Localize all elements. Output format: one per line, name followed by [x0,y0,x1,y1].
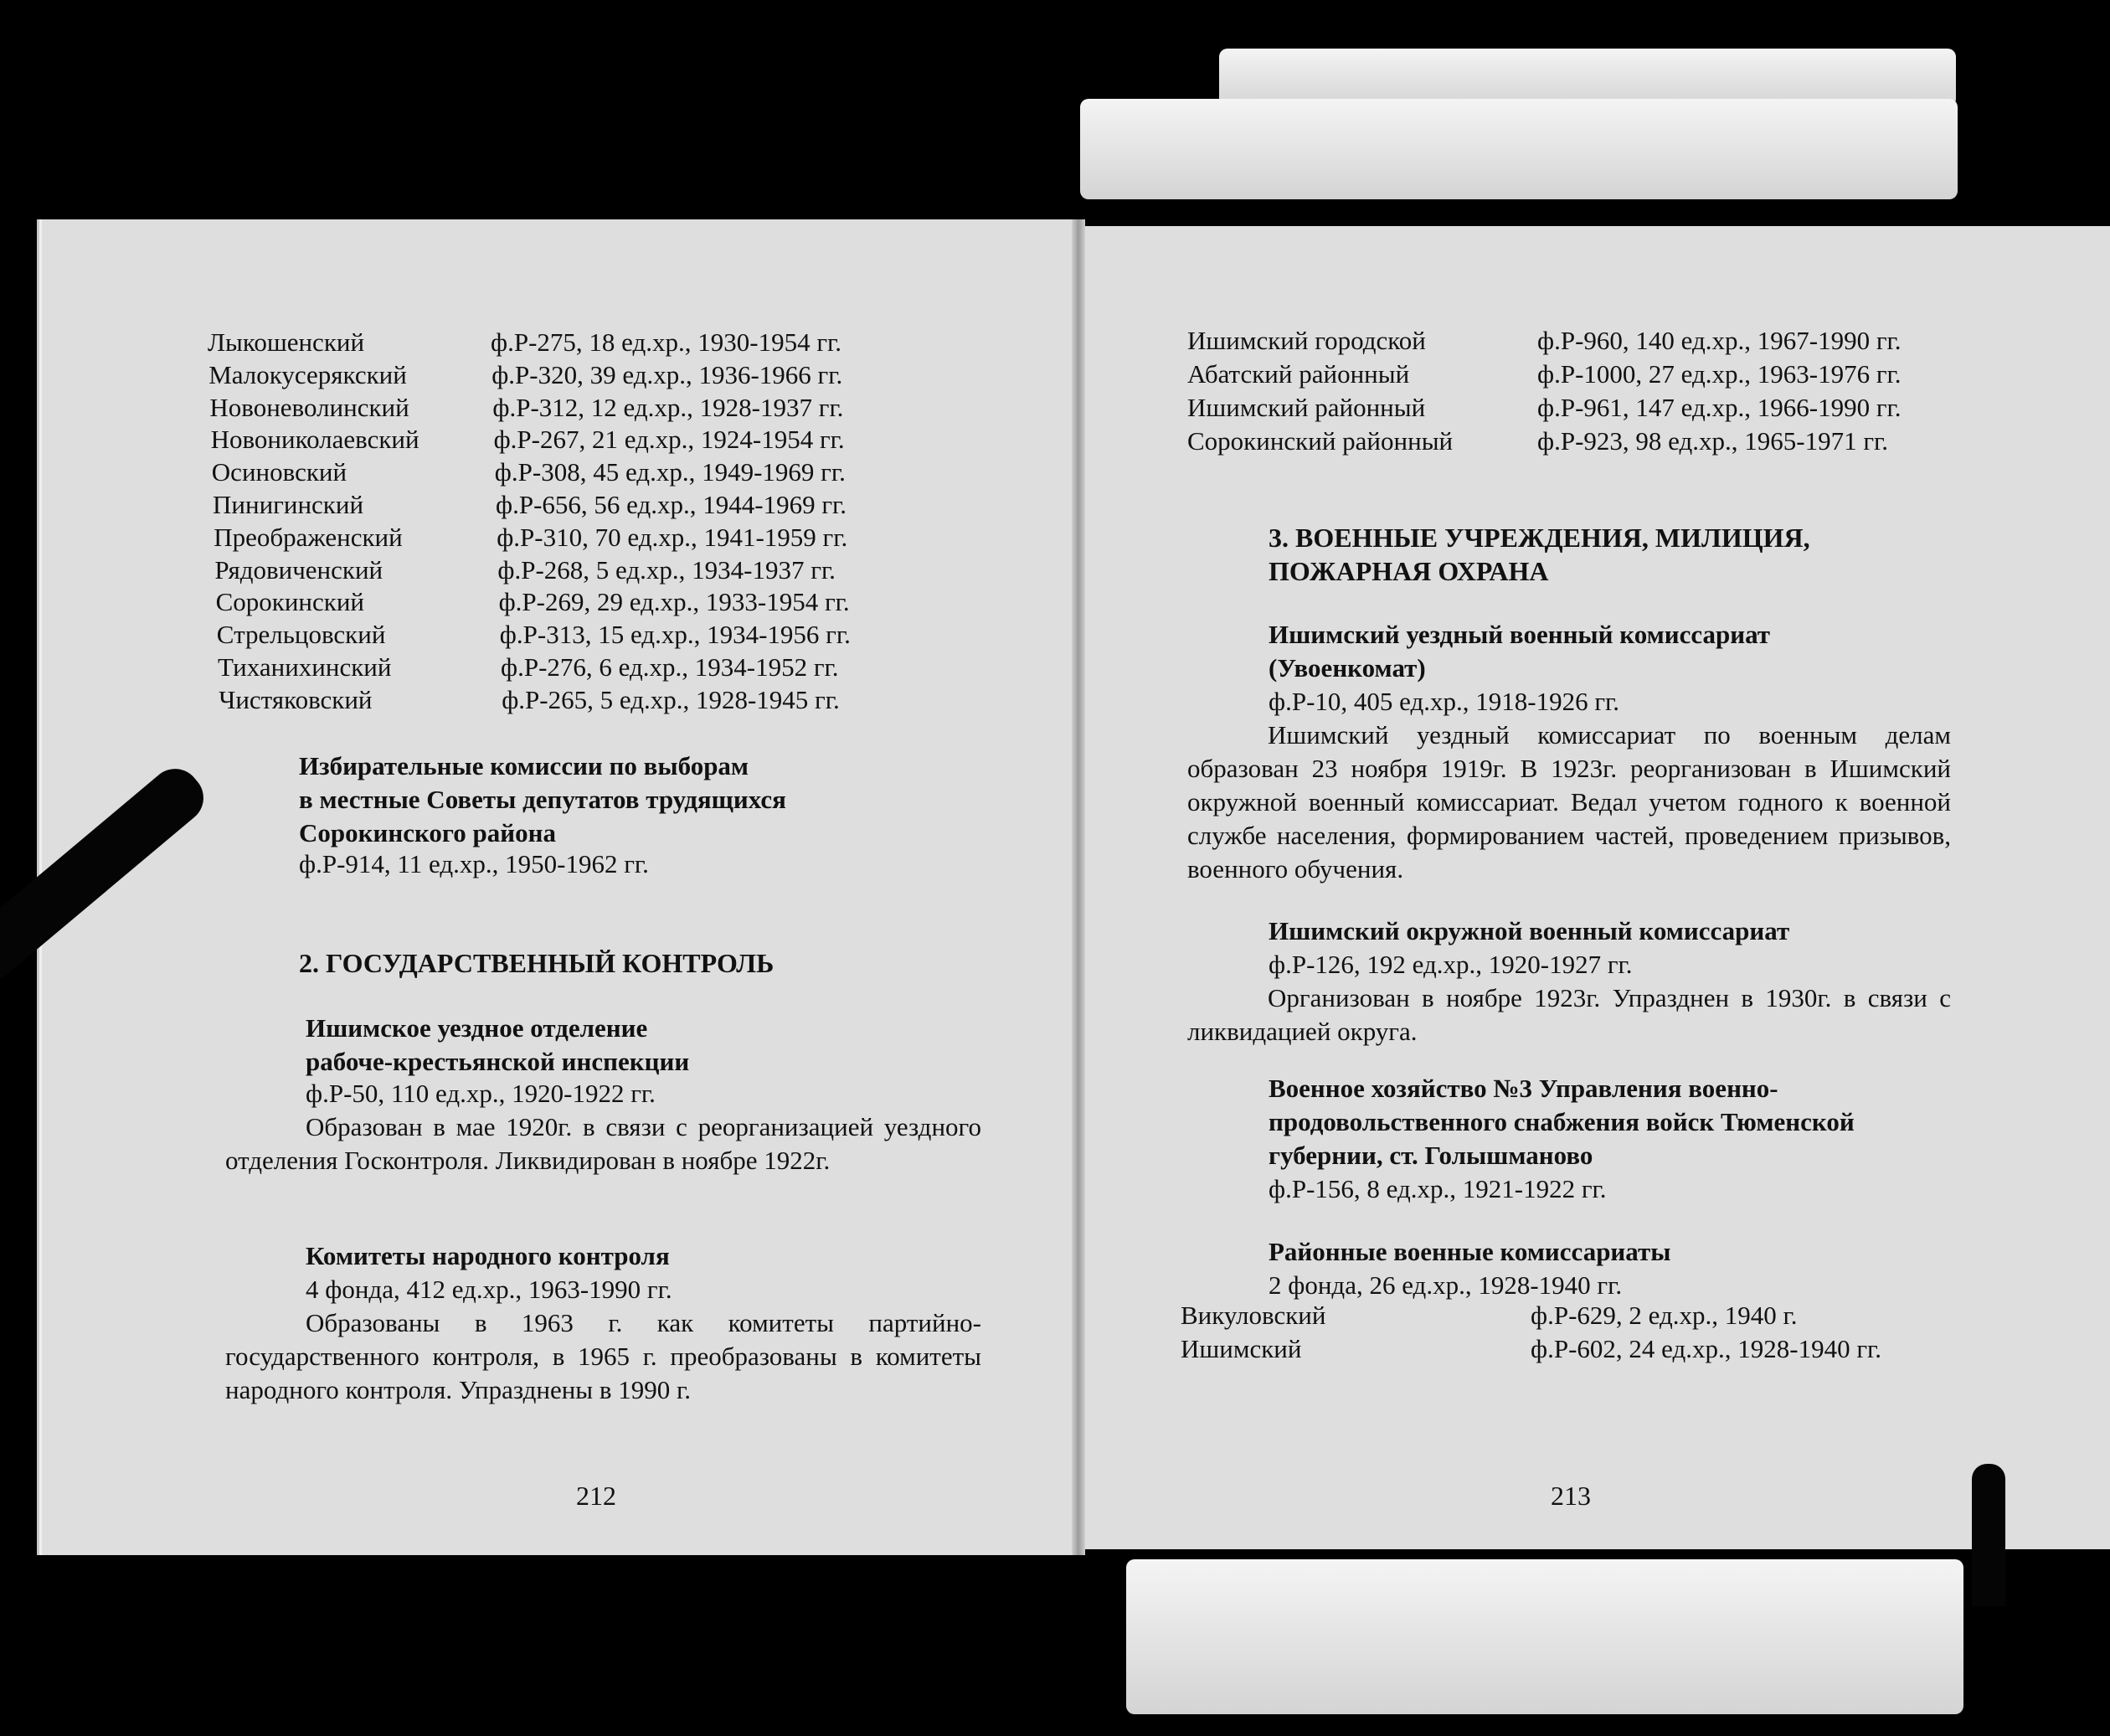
district-commissariats-fund: 2 фонда, 26 ед.хр., 1928-1940 гг. [1269,1270,1623,1300]
fund-row [1187,425,1888,457]
uvoenkomat-fund: ф.Р-10, 405 ед.хр., 1918-1926 гг. [1269,687,1620,716]
fund-row-details: ф.Р-276, 6 ед.хр., 1934-1952 гг. [501,652,839,682]
fund-row-name: Абатский районный [1187,359,1410,389]
section-2-title: 2. ГОСУДАРСТВЕННЫЙ КОНТРОЛЬ [299,948,775,978]
fund-row [217,619,851,651]
fund-row-details: ф.Р-269, 29 ед.хр., 1933-1954 гг. [498,587,850,617]
fund-row [219,684,840,716]
fund-row-name: Ишимский районный [1187,393,1426,422]
okrvoenkomat-description: Организован в ноябре 1923г. Упразднен в 1930г. в связи с ликвидацией округа. [1187,983,1951,1046]
fund-row [1181,1333,1881,1365]
fund-row-name: Чистяковский [219,684,373,714]
election-commissions-fund: ф.Р-914, 11 ед.хр., 1950-1962 гг. [299,849,649,878]
fund-row-name: Преображенский [214,522,403,552]
fund-row [1187,358,1902,390]
page-number-right: 213 [1551,1481,1591,1511]
fund-row-name: Пинигинский [213,490,364,519]
people-control-fund: 4 фонда, 412 ед.хр., 1963-1990 гг. [306,1275,672,1304]
fund-row-name: Малокусерякский [208,359,407,389]
fund-row-details: ф.Р-268, 5 ед.хр., 1934-1937 гг. [497,554,836,585]
fund-row [211,424,845,456]
fund-row-details: ф.Р-267, 21 ед.хр., 1924-1954 гг. [493,425,845,455]
fund-row-name: Новониколаевский [210,425,419,455]
military-economy-title: Военное хозяйство №3 Управления военно- продовольственного снабжения войск Тюменской губернии, ст. Голышманово [1269,1074,1855,1170]
people-control-description: Образованы в 1963 г. как комитеты партийно-государственного контроля, в 1965 г. преобразованы в комитеты народного контроля. Упразднены в 1990 г. [225,1308,981,1404]
fund-row [208,359,842,391]
rabkrin-fund: ф.Р-50, 110 ед.хр., 1920-1922 гг. [306,1079,656,1108]
district-commissariats-title: Районные военные комиссариаты [1269,1237,1671,1266]
fund-row [218,652,839,683]
fund-row [1181,1300,1798,1332]
fund-row-details: ф.Р-312, 12 ед.хр., 1928-1937 гг. [492,392,844,422]
fund-row-details: ф.Р-629, 2 ед.хр., 1940 г. [1531,1301,1798,1330]
fund-row-details: ф.Р-960, 140 ед.хр., 1967-1990 гг. [1537,326,1902,355]
election-commissions-title: Избирательные комиссии по выборам в местные Советы депутатов трудящихся Сорокинского района [299,751,786,847]
fund-row-details: ф.Р-265, 5 ед.хр., 1928-1945 гг. [502,684,840,714]
fund-row-details: ф.Р-923, 98 ед.хр., 1965-1971 гг. [1537,426,1889,456]
people-control-title: Комитеты народного контроля [306,1241,670,1270]
fund-row-details: ф.Р-308, 45 ед.хр., 1949-1969 гг. [494,457,846,487]
fund-row [214,554,836,586]
rabkrin-title: Ишимское уездное отделение рабоче-крестьянской инспекции [306,1013,690,1076]
fund-row [216,586,850,618]
fund-row-details: ф.Р-320, 39 ед.хр., 1936-1966 гг. [491,359,843,389]
fund-row-details: ф.Р-961, 147 ед.хр., 1966-1990 гг. [1537,393,1902,422]
section-3-title: 3. ВОЕННЫЕ УЧРЕЖДЕНИЯ, МИЛИЦИЯ, ПОЖАРНАЯ ОХРАНА [1269,523,1810,586]
book-spine [1072,219,1085,1555]
fund-row [212,456,846,488]
fund-row-details: ф.Р-310, 70 ед.хр., 1941-1959 гг. [497,522,848,552]
okrvoenkomat-title: Ишимский окружной военный комиссариат [1269,916,1790,945]
fund-row-name: Сорокинский районный [1187,426,1454,456]
foam-roll-bottom [1126,1559,1963,1714]
fund-row-name: Стрельцовский [216,620,386,650]
fund-row-details: ф.Р-602, 24 ед.хр., 1928-1940 гг. [1531,1334,1882,1363]
fund-row-details: ф.Р-275, 18 ед.хр., 1930-1954 гг. [491,327,842,357]
fund-row-details: ф.Р-1000, 27 ед.хр., 1963-1976 гг. [1537,359,1902,389]
fund-row [208,327,841,358]
fund-row-name: Осиновский [211,457,347,487]
military-economy-fund: ф.Р-156, 8 ед.хр., 1921-1922 гг. [1269,1174,1607,1203]
fund-row [214,522,847,554]
fund-row-name: Викуловский [1181,1301,1326,1330]
fund-row-name: Лыкошенский [208,327,365,357]
okrvoenkomat-fund: ф.Р-126, 192 ед.хр., 1920-1927 гг. [1269,950,1633,979]
foam-roll-upper [1080,99,1958,199]
fund-row-name: Сорокинский [215,587,365,617]
fund-row-name: Тиханихинский [218,652,392,682]
fund-row [209,392,843,424]
clip-right [1972,1464,2005,1606]
fund-row-details: ф.Р-313, 15 ед.хр., 1934-1956 гг. [499,620,851,650]
fund-row-details: ф.Р-656, 56 ед.хр., 1944-1969 гг. [496,490,847,519]
fund-row-name: Ишимский [1181,1334,1302,1363]
fund-row-name: Рядовиченский [214,554,383,585]
fund-row [1187,392,1902,424]
fund-row [213,489,847,521]
uvoenkomat-description: Ишимский уездный комиссариат по военным делам образован 23 ноября 1919г. В 1923г. реорганизован в Ишимский окружной военный комиссариат. Ведал учетом годного к военной службе населения, формированием частей, проведением призывов, военного обучения. [1187,720,1951,883]
page-number-left: 212 [576,1481,616,1511]
fund-row-name: Новоневолинский [209,392,409,422]
rabkrin-description: Образован в мае 1920г. в связи с реорганизацией уездного отделения Госконтроля. Ликвидирован в ноябре 1922г. [225,1112,981,1175]
uvoenkomat-title: Ишимский уездный военный комиссариат (Увоенкомат) [1269,620,1771,683]
fund-row-name: Ишимский городской [1187,326,1426,355]
fund-row [1187,325,1902,357]
